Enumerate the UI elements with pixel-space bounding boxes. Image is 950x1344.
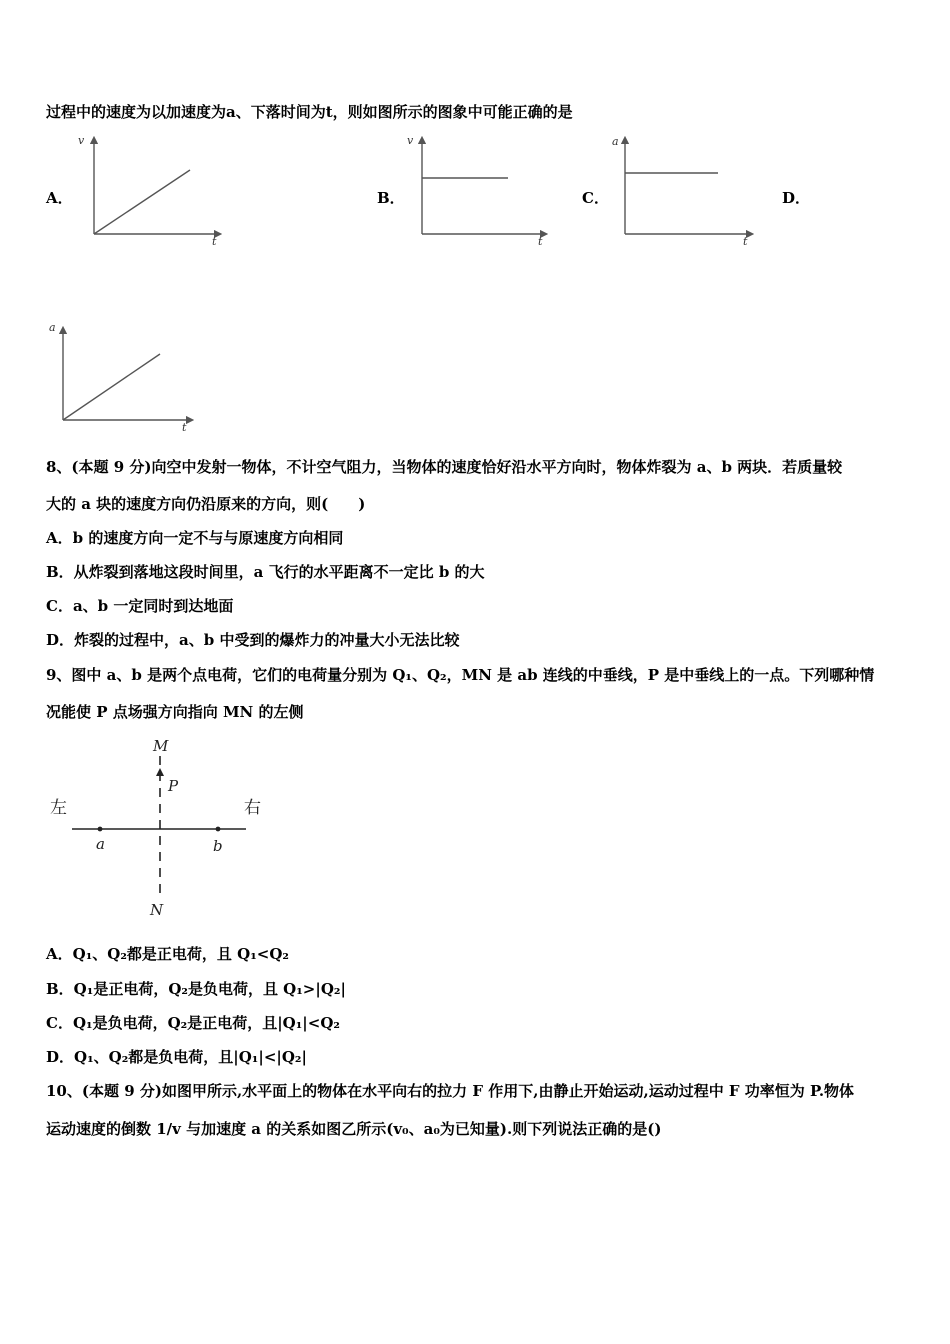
q7-option-d-label: D． xyxy=(782,189,811,207)
q8-option-a: A．b 的速度方向一定不与与原速度方向相同 xyxy=(46,529,344,547)
q8-line-1: 8、(本题 9 分)向空中发射一物体，不计空气阻力，当物体的速度恰好沿水平方向时，物体炸裂为 a、b 两块．若质量较 xyxy=(46,458,843,476)
q7-stem: 过程中的速度为以加速度为a、下落时间为t，则如图所示的图象中可能正确的是 xyxy=(46,103,573,121)
q9-diagram xyxy=(50,737,261,919)
graph-a-y-label: v xyxy=(78,134,85,147)
graph-b-x-label: t xyxy=(538,235,543,248)
label-left: 左 xyxy=(50,798,67,818)
q9-line-1: 9、图中 a、b 是两个点电荷，它们的电荷量分别为 Q₁、Q₂，MN 是 ab 连线的中垂线，P 是中垂线上的一点。下列哪种情 xyxy=(46,666,875,684)
label-n: N xyxy=(150,901,164,919)
label-b: b xyxy=(213,837,223,855)
q9-option-a: A．Q₁、Q₂都是正电荷，且 Q₁<Q₂ xyxy=(46,945,289,963)
charge-b xyxy=(216,827,221,832)
q7-option-a-label: A． xyxy=(46,189,73,207)
graph-c-y-label: a xyxy=(612,135,619,148)
graph-b xyxy=(407,134,544,248)
label-right: 右 xyxy=(244,798,261,818)
q9-option-d: D．Q₁、Q₂都是负电荷，且|Q₁|<|Q₂| xyxy=(46,1048,307,1066)
p-arrow xyxy=(156,768,164,776)
label-p: P xyxy=(168,777,179,795)
label-m: M xyxy=(153,737,169,755)
q7-option-b-label: B． xyxy=(377,189,405,207)
q9-option-c: C．Q₁是负电荷，Q₂是正电荷，且|Q₁|<Q₂ xyxy=(46,1014,340,1032)
q8-option-b: B．从炸裂到落地这段时间里，a 飞行的水平距离不一定比 b 的大 xyxy=(46,563,485,581)
graph-d-x-label: t xyxy=(182,421,187,434)
graph-c xyxy=(612,135,750,248)
q8-option-c: C．a、b 一定同时到达地面 xyxy=(46,597,234,615)
charge-a xyxy=(98,827,103,832)
q10-line-2: 运动速度的倒数 1/v 与加速度 a 的关系如图乙所示(v₀、a₀为已知量).则下列说法正确的是() xyxy=(46,1120,662,1138)
graph-a-line xyxy=(94,170,190,234)
q9-option-b: B．Q₁是正电荷，Q₂是负电荷，且 Q₁>|Q₂| xyxy=(46,980,346,998)
graph-a xyxy=(78,134,218,248)
graph-d xyxy=(49,321,190,434)
graph-d-line xyxy=(63,354,160,420)
q8-option-d: D．炸裂的过程中，a、b 中受到的爆炸力的冲量大小无法比较 xyxy=(46,631,460,649)
q10-line-1: 10、(本题 9 分)如图甲所示,水平面上的物体在水平向右的拉力 F 作用下,由静止开始运动,运动过程中 F 功率恒为 P.物体 xyxy=(46,1082,855,1100)
graph-a-x-label: t xyxy=(212,235,217,248)
graph-c-x-label: t xyxy=(743,235,748,248)
label-a: a xyxy=(96,835,105,853)
graph-d-y-label: a xyxy=(49,321,56,334)
q7-option-c-label: C． xyxy=(582,189,609,207)
q8-line-2: 大的 a 块的速度方向仍沿原来的方向，则( ) xyxy=(46,495,366,513)
q9-line-2: 况能使 P 点场强方向指向 MN 的左侧 xyxy=(46,703,304,721)
graph-b-y-label: v xyxy=(407,134,414,147)
